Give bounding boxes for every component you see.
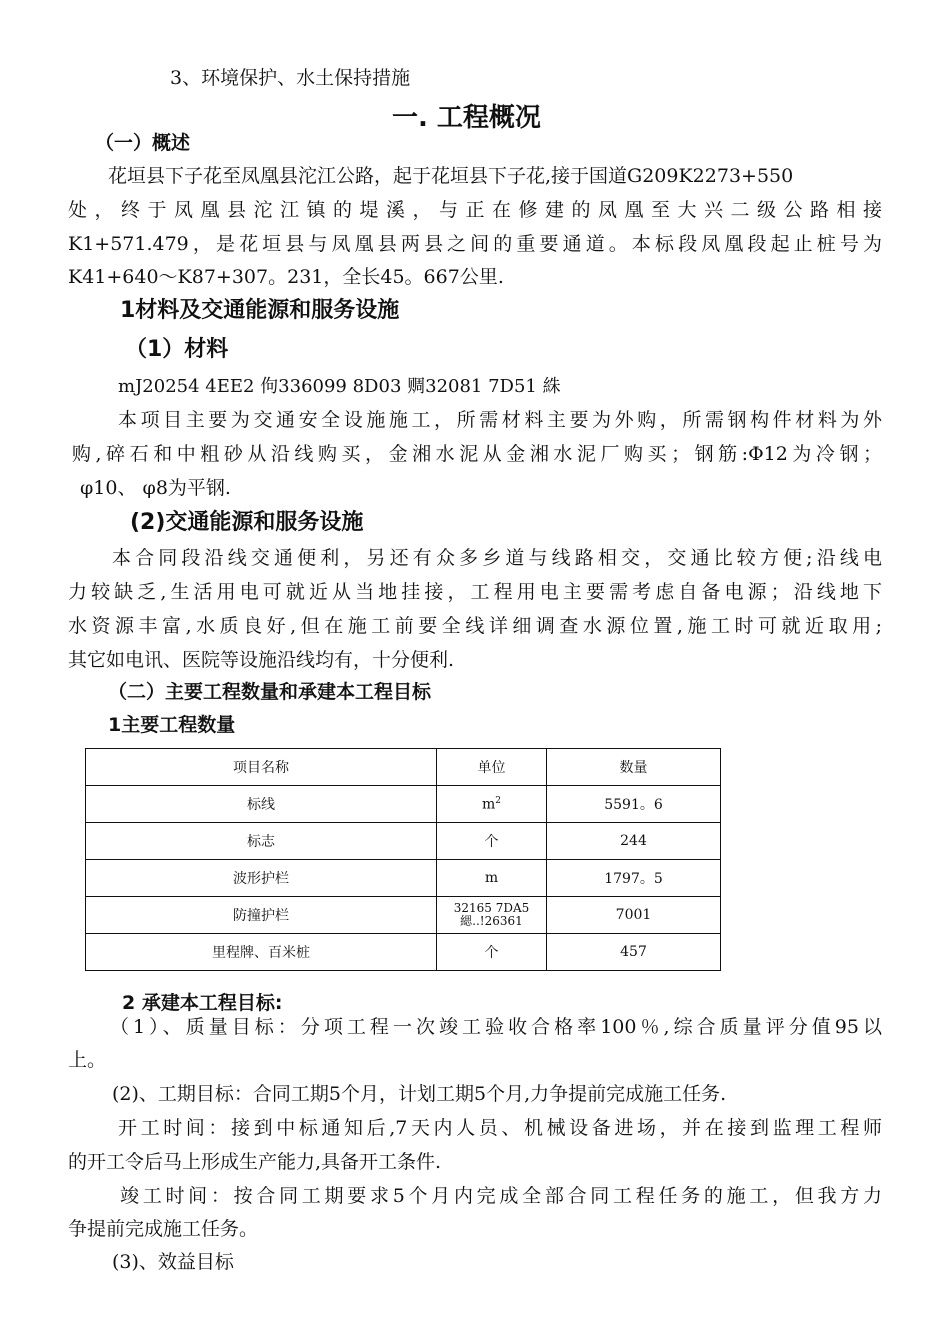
overview-line-4: K41+640～K87+307。231，全长45。667公里. xyxy=(68,266,504,288)
start-time-line-2: 的开工令后马上形成生产能力,具备开工条件. xyxy=(68,1151,442,1173)
table-header-name: 项目名称 xyxy=(86,749,437,786)
garbled-line: mJ20254 4EE2 佝336099 8D03 赒32081 7D51 絑 xyxy=(118,376,561,397)
subsection-title-materials: （1）材料 xyxy=(125,337,229,362)
subsection-title-goals: 2 承建本工程目标: xyxy=(122,992,283,1014)
table-cell-qty: 5591。6 xyxy=(547,786,721,823)
traffic-line-4: 其它如电讯、医院等设施沿线均有，十分便利. xyxy=(68,649,455,671)
table-cell-name: 防撞护栏 xyxy=(86,897,437,934)
table-cell-qty: 1797。5 xyxy=(547,860,721,897)
table-cell-name: 波形护栏 xyxy=(86,860,437,897)
table-cell-qty: 244 xyxy=(547,823,721,860)
table-cell-qty: 457 xyxy=(547,934,721,971)
overview-line-2: 处，终于凤凰县沱江镇的堤溪，与正在修建的凤凰至大兴二级公路相接 xyxy=(68,199,882,221)
table-cell-unit: 32165 7DA5 緦..!26361 xyxy=(437,897,547,934)
table-cell-qty: 7001 xyxy=(547,897,721,934)
subsection-title-traffic: (2)交通能源和服务设施 xyxy=(130,510,364,535)
quantity-table xyxy=(85,748,721,971)
table-cell-unit: $m^2$ xyxy=(437,786,547,823)
table-cell-unit: 个 xyxy=(437,934,547,971)
toc-line: 3、环境保护、水土保持措施 xyxy=(170,67,411,89)
end-time-line-1: 竣工时间：按合同工期要求5个月内完成全部合同工程任务的施工，但我方力 xyxy=(120,1185,882,1207)
overview-line-1: 花垣县下子花至凤凰县沱江公路，起于花垣县下子花,接于国道G209K2273+550 xyxy=(108,165,794,187)
table-cell-name: 标线 xyxy=(86,786,437,823)
table-row xyxy=(86,786,721,823)
goal-schedule: (2)、工期目标：合同工期5个月，计划工期5个月,力争提前完成施工任务. xyxy=(112,1083,727,1105)
goal-quality-line-2: 上。 xyxy=(68,1049,107,1071)
table-cell-name: 里程牌、百米桩 xyxy=(86,934,437,971)
table-cell-unit: 个 xyxy=(437,823,547,860)
subsection-title-quantities: 1主要工程数量 xyxy=(108,714,236,736)
table-row xyxy=(86,934,721,971)
table-row xyxy=(86,897,721,934)
table-header-unit: 单位 xyxy=(437,749,547,786)
goal-quality-line-1: （1）、质量目标：分项工程一次竣工验收合格率100％,综合质量评分值95以 xyxy=(110,1016,882,1038)
table-header-qty: 数量 xyxy=(547,749,721,786)
goal-benefit: (3)、效益目标 xyxy=(112,1251,234,1273)
section-title-overview: （一）概述 xyxy=(95,132,191,154)
traffic-line-1: 本合同段沿线交通便利，另还有众多乡道与线路相交，交通比较方便;沿线电 xyxy=(112,547,882,569)
table-row xyxy=(86,860,721,897)
subsection-title-materials-traffic: 1材料及交通能源和服务设施 xyxy=(120,298,400,323)
table-header-row xyxy=(86,749,721,786)
chapter-title: 一. 工程概况 xyxy=(392,103,541,133)
section-title-quantities: （二）主要工程数量和承建本工程目标 xyxy=(108,681,432,703)
traffic-line-2: 力较缺乏,生活用电可就近从当地挂接，工程用电主要需考虑自备电源；沿线地下 xyxy=(68,581,882,603)
table-cell-name: 标志 xyxy=(86,823,437,860)
end-time-line-2: 争提前完成施工任务。 xyxy=(68,1218,259,1240)
materials-line-1: 本项目主要为交通安全设施施工，所需材料主要为外购，所需钢构件材料为外 xyxy=(118,409,882,431)
traffic-line-3: 水资源丰富,水质良好,但在施工前要全线详细调查水源位置,施工时可就近取用; xyxy=(68,615,882,637)
materials-line-2: 购,碎石和中粗砂从沿线购买，金湘水泥从金湘水泥厂购买；钢筋:Φ12为冷钢； xyxy=(72,443,882,465)
materials-line-3: φ10、 φ8为平钢. xyxy=(80,477,231,499)
start-time-line-1: 开工时间：接到中标通知后,7天内人员、机械设备进场，并在接到监理工程师 xyxy=(118,1117,882,1139)
overview-line-3: K1+571.479，是花垣县与凤凰县两县之间的重要通道。本标段凤凰段起止桩号为 xyxy=(68,233,882,255)
table-cell-unit: m xyxy=(437,860,547,897)
table-row xyxy=(86,823,721,860)
